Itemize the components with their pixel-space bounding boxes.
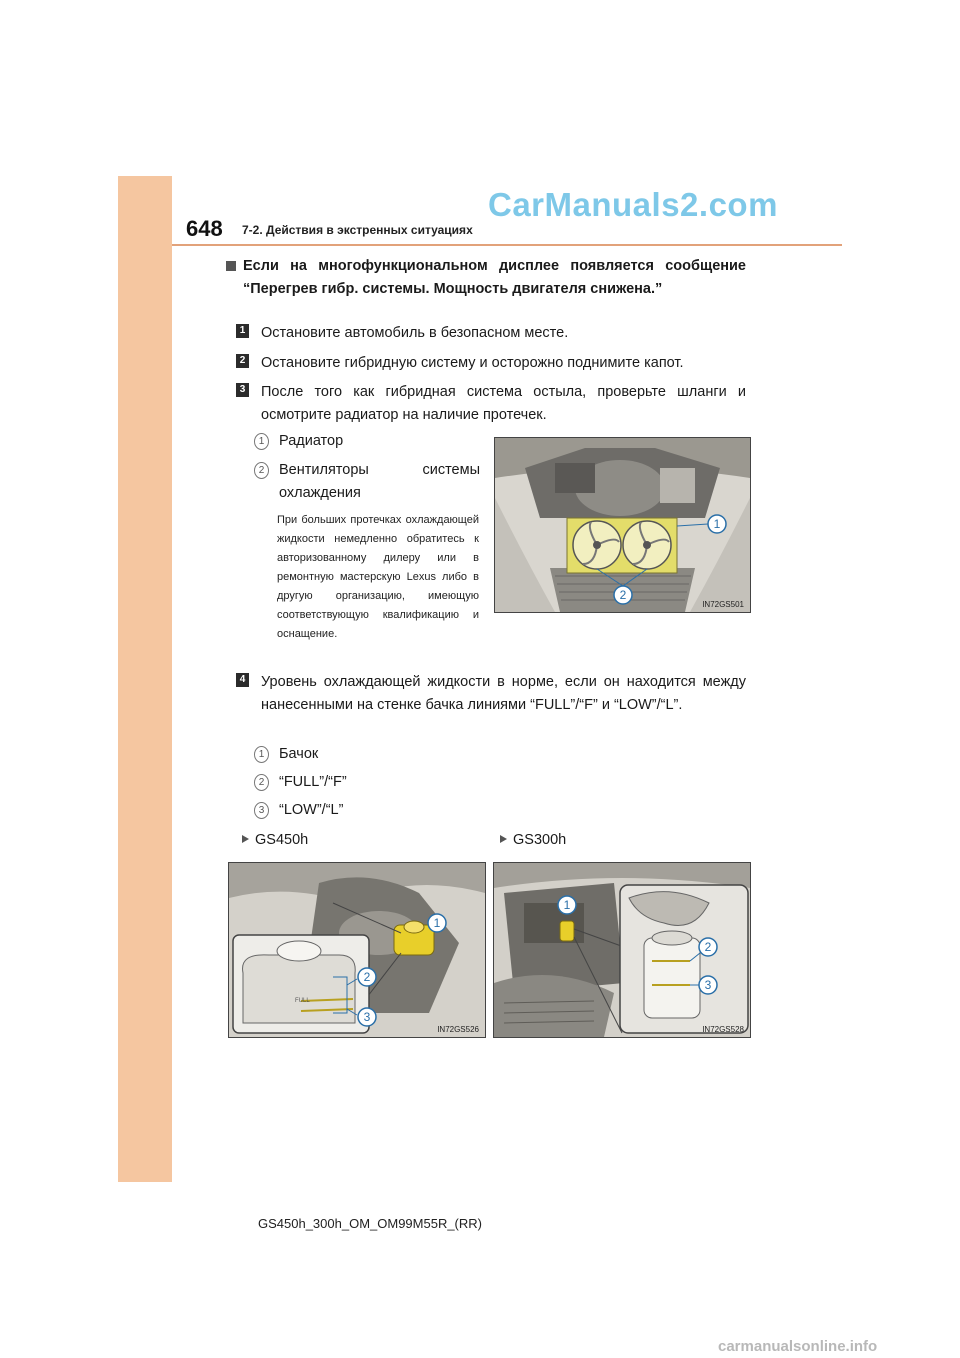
figure-marker-2: 2 bbox=[363, 970, 371, 984]
watermark-bottom: carmanualsonline.info bbox=[718, 1338, 878, 1355]
gs450h-reservoir-figure bbox=[228, 862, 486, 1038]
figure-code: IN72GS501 bbox=[702, 600, 744, 609]
callout-number: 3 bbox=[254, 802, 269, 819]
model-label-gs450h: GS450h bbox=[242, 832, 308, 848]
reservoir-callout-3 bbox=[254, 799, 554, 822]
step-3 bbox=[236, 381, 746, 427]
chapter-title: 7-2. Действия в экстренных ситуациях bbox=[242, 223, 473, 237]
tank-full-text: FULL bbox=[295, 998, 310, 1004]
triangle-bullet-icon bbox=[500, 835, 507, 843]
model-label-gs300h: GS300h bbox=[500, 832, 566, 848]
step-2 bbox=[236, 352, 746, 375]
engine-bay-illustration bbox=[495, 438, 750, 612]
radiator-leak-note: При больших протечках охлаждающей жидкости немедленно обратитесь к авторизованному дилеру или в ремонтную мастерскую Lexus либо в другую организацию, имеющую соответствующую квалификацию и оснащение. bbox=[277, 514, 479, 640]
radiator-callout-1 bbox=[254, 430, 480, 453]
step-text: После того как гибридная система остыла, проверьте шланги и осмотрите радиатор на наличие протечек. bbox=[261, 384, 746, 423]
square-bullet-icon bbox=[226, 261, 236, 271]
step-1 bbox=[236, 322, 746, 345]
section-heading bbox=[226, 255, 746, 301]
reservoir-callout-1 bbox=[254, 743, 554, 766]
radiator-callout-2 bbox=[254, 459, 480, 505]
callout-number: 1 bbox=[254, 433, 269, 450]
watermark-top: CarManuals2.com bbox=[488, 186, 778, 223]
header-rule bbox=[172, 244, 842, 246]
callout-number: 2 bbox=[254, 774, 269, 791]
step-number-badge: 2 bbox=[236, 354, 249, 368]
radiator-figure bbox=[494, 437, 751, 613]
gs300h-engine-illustration bbox=[494, 863, 750, 1037]
figure-marker-2: 2 bbox=[619, 588, 627, 602]
figure-marker-1: 1 bbox=[563, 898, 571, 912]
step-text: Остановите автомобиль в безопасном месте. bbox=[261, 325, 569, 341]
callout-number: 2 bbox=[254, 462, 269, 479]
step-number-badge: 1 bbox=[236, 324, 249, 338]
figure-marker-3: 3 bbox=[363, 1010, 371, 1024]
callout-text: “FULL”/“F” bbox=[279, 774, 347, 790]
document-code: GS450h_300h_OM_OM99M55R_(RR) bbox=[258, 1216, 482, 1231]
figure-marker-3: 3 bbox=[704, 978, 712, 992]
step-4 bbox=[236, 671, 746, 717]
callout-text: Бачок bbox=[279, 746, 319, 762]
reservoir-callout-2 bbox=[254, 771, 554, 794]
gs300h-reservoir-figure bbox=[493, 862, 751, 1038]
triangle-bullet-icon bbox=[242, 835, 249, 843]
step-number-badge: 4 bbox=[236, 673, 249, 687]
figure-code: IN72GS526 bbox=[437, 1025, 479, 1034]
figure-marker-1: 1 bbox=[713, 517, 721, 531]
section-heading-text: Если на многофункциональном дисплее появляется сообщение “Перегрев гибр. системы. Мощность двигателя снижена.” bbox=[243, 258, 746, 297]
figure-code: IN72GS528 bbox=[702, 1025, 744, 1034]
step-number-badge: 3 bbox=[236, 383, 249, 397]
callout-number: 1 bbox=[254, 746, 269, 763]
figure-marker-2: 2 bbox=[704, 940, 712, 954]
page-number: 648 bbox=[186, 216, 223, 241]
figure-marker-1: 1 bbox=[433, 916, 441, 930]
callout-text: Вентиляторы системы охлаждения bbox=[279, 462, 480, 501]
gs450h-engine-illustration bbox=[229, 863, 485, 1037]
step-text: Уровень охлаждающей жидкости в норме, если он находится между нанесенными на стенке бачка линиями “FULL”/“F” и “LOW”/“L”. bbox=[261, 674, 746, 713]
callout-text: Радиатор bbox=[279, 433, 344, 449]
callout-text: “LOW”/“L” bbox=[279, 802, 344, 818]
step-text: Остановите гибридную систему и осторожно поднимите капот. bbox=[261, 355, 684, 371]
side-tab-bar bbox=[118, 176, 172, 1182]
